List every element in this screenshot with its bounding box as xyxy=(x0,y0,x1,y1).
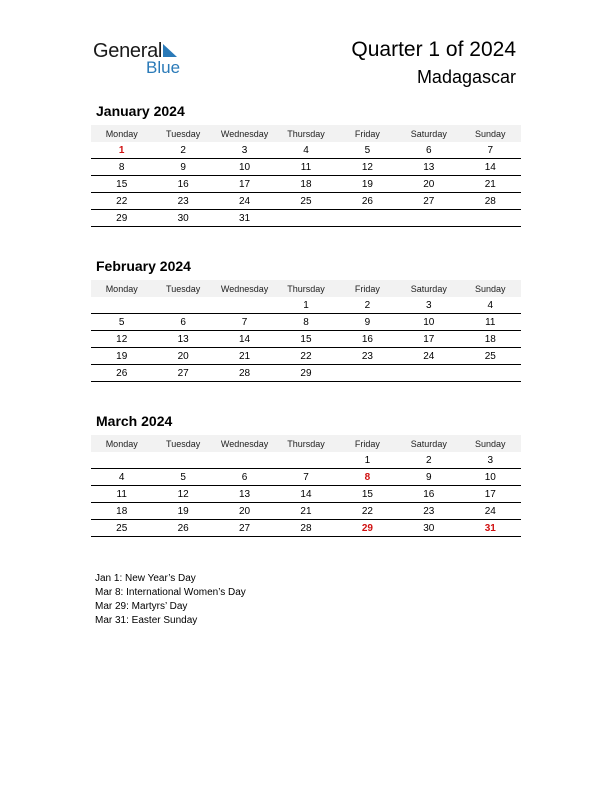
day-cell: 10 xyxy=(398,314,459,331)
month-january xyxy=(91,103,521,227)
weekday-header: Tuesday xyxy=(152,125,213,142)
week-row xyxy=(91,331,521,348)
day-cell xyxy=(275,452,336,469)
month-title: January 2024 xyxy=(96,103,185,119)
day-cell: 22 xyxy=(337,503,398,520)
day-cell xyxy=(275,210,336,227)
day-cell: 31 xyxy=(214,210,275,227)
day-cell: 2 xyxy=(398,452,459,469)
day-cell: 16 xyxy=(398,486,459,503)
day-cell: 16 xyxy=(337,331,398,348)
day-cell: 18 xyxy=(275,176,336,193)
day-cell: 24 xyxy=(214,193,275,210)
weekday-header-row xyxy=(91,435,521,452)
day-cell: 18 xyxy=(460,331,521,348)
day-cell: 4 xyxy=(91,469,152,486)
page-title: Quarter 1 of 2024 xyxy=(351,38,516,61)
holiday-note: Mar 31: Easter Sunday xyxy=(95,615,198,626)
day-cell: 4 xyxy=(460,297,521,314)
week-row xyxy=(91,520,521,537)
day-cell: 21 xyxy=(460,176,521,193)
logo-triangle-icon xyxy=(161,44,177,58)
holiday-note: Mar 29: Martyrs’ Day xyxy=(95,601,188,612)
day-cell: 27 xyxy=(398,193,459,210)
weekday-header: Tuesday xyxy=(152,435,213,452)
day-cell: 25 xyxy=(275,193,336,210)
month-title: February 2024 xyxy=(96,258,191,274)
week-row xyxy=(91,159,521,176)
day-cell: 28 xyxy=(214,365,275,382)
day-cell: 27 xyxy=(152,365,213,382)
day-cell: 5 xyxy=(152,469,213,486)
day-cell: 22 xyxy=(91,193,152,210)
day-cell: 3 xyxy=(460,452,521,469)
week-row xyxy=(91,469,521,486)
day-cell: 15 xyxy=(91,176,152,193)
day-cell: 8 xyxy=(91,159,152,176)
day-cell: 12 xyxy=(91,331,152,348)
day-cell: 28 xyxy=(275,520,336,537)
day-cell xyxy=(91,297,152,314)
weekday-header: Wednesday xyxy=(214,435,275,452)
week-row xyxy=(91,348,521,365)
weekday-header: Wednesday xyxy=(214,125,275,142)
weekday-header: Thursday xyxy=(275,125,336,142)
day-cell: 24 xyxy=(398,348,459,365)
day-cell: 11 xyxy=(460,314,521,331)
day-cell: 9 xyxy=(152,159,213,176)
day-cell: 1 xyxy=(337,452,398,469)
weekday-header: Monday xyxy=(91,435,152,452)
day-cell: 14 xyxy=(275,486,336,503)
day-cell: 30 xyxy=(398,520,459,537)
day-cell: 20 xyxy=(398,176,459,193)
month-february xyxy=(91,258,521,382)
weekday-header: Monday xyxy=(91,125,152,142)
day-cell: 23 xyxy=(337,348,398,365)
day-cell: 14 xyxy=(460,159,521,176)
day-cell: 3 xyxy=(214,142,275,159)
day-cell: 6 xyxy=(398,142,459,159)
day-cell: 25 xyxy=(91,520,152,537)
weekday-header-row xyxy=(91,280,521,297)
weekday-header: Sunday xyxy=(460,280,521,297)
day-cell: 8 xyxy=(275,314,336,331)
day-cell: 11 xyxy=(275,159,336,176)
day-cell xyxy=(337,365,398,382)
day-cell: 5 xyxy=(337,142,398,159)
day-cell xyxy=(152,297,213,314)
day-cell xyxy=(152,452,213,469)
day-cell: 24 xyxy=(460,503,521,520)
day-cell: 6 xyxy=(152,314,213,331)
week-row xyxy=(91,452,521,469)
week-row xyxy=(91,503,521,520)
week-row xyxy=(91,142,521,159)
weekday-header: Thursday xyxy=(275,280,336,297)
day-cell: 7 xyxy=(460,142,521,159)
day-cell xyxy=(460,210,521,227)
weekday-header: Sunday xyxy=(460,435,521,452)
day-cell: 1 xyxy=(275,297,336,314)
day-cell: 15 xyxy=(275,331,336,348)
day-cell: 26 xyxy=(91,365,152,382)
day-cell xyxy=(214,452,275,469)
calendar-table xyxy=(91,435,521,537)
weekday-header: Saturday xyxy=(398,280,459,297)
day-cell: 23 xyxy=(152,193,213,210)
day-cell: 10 xyxy=(460,469,521,486)
day-cell: 28 xyxy=(460,193,521,210)
day-cell: 13 xyxy=(214,486,275,503)
day-cell: 22 xyxy=(275,348,336,365)
day-cell: 12 xyxy=(152,486,213,503)
day-cell: 18 xyxy=(91,503,152,520)
holiday-day-cell: 8 xyxy=(337,469,398,486)
day-cell xyxy=(337,210,398,227)
week-row xyxy=(91,193,521,210)
weekday-header: Sunday xyxy=(460,125,521,142)
day-cell: 20 xyxy=(152,348,213,365)
day-cell: 19 xyxy=(337,176,398,193)
day-cell: 7 xyxy=(214,314,275,331)
day-cell xyxy=(214,297,275,314)
day-cell: 21 xyxy=(214,348,275,365)
day-cell: 17 xyxy=(460,486,521,503)
holiday-day-cell: 1 xyxy=(91,142,152,159)
day-cell: 5 xyxy=(91,314,152,331)
day-cell: 3 xyxy=(398,297,459,314)
day-cell: 25 xyxy=(460,348,521,365)
country-name: Madagascar xyxy=(416,67,516,87)
week-row xyxy=(91,176,521,193)
week-row xyxy=(91,297,521,314)
weekday-header: Thursday xyxy=(275,435,336,452)
logo-general-text: General xyxy=(93,40,163,62)
day-cell: 26 xyxy=(337,193,398,210)
day-cell: 9 xyxy=(398,469,459,486)
week-row xyxy=(91,210,521,227)
weekday-header: Saturday xyxy=(398,435,459,452)
day-cell: 29 xyxy=(275,365,336,382)
day-cell: 30 xyxy=(152,210,213,227)
week-row xyxy=(91,314,521,331)
weekday-header: Friday xyxy=(337,280,398,297)
day-cell: 17 xyxy=(398,331,459,348)
week-row xyxy=(91,365,521,382)
day-cell: 16 xyxy=(152,176,213,193)
day-cell: 10 xyxy=(214,159,275,176)
day-cell xyxy=(398,365,459,382)
day-cell: 6 xyxy=(214,469,275,486)
holiday-note: Jan 1: New Year’s Day xyxy=(95,573,196,584)
day-cell xyxy=(398,210,459,227)
logo xyxy=(93,40,203,80)
week-row xyxy=(91,486,521,503)
day-cell: 13 xyxy=(152,331,213,348)
weekday-header-row xyxy=(91,125,521,142)
day-cell: 14 xyxy=(214,331,275,348)
day-cell: 7 xyxy=(275,469,336,486)
holiday-day-cell: 29 xyxy=(337,520,398,537)
holiday-notes xyxy=(95,572,246,628)
weekday-header: Monday xyxy=(91,280,152,297)
day-cell: 2 xyxy=(337,297,398,314)
day-cell: 29 xyxy=(91,210,152,227)
month-title: March 2024 xyxy=(96,413,173,429)
weekday-header: Wednesday xyxy=(214,280,275,297)
holiday-day-cell: 31 xyxy=(460,520,521,537)
day-cell: 12 xyxy=(337,159,398,176)
calendar-table xyxy=(91,125,521,227)
day-cell: 2 xyxy=(152,142,213,159)
day-cell xyxy=(460,365,521,382)
calendar-table xyxy=(91,280,521,382)
day-cell: 19 xyxy=(152,503,213,520)
day-cell: 20 xyxy=(214,503,275,520)
day-cell: 21 xyxy=(275,503,336,520)
logo-blue-text: Blue xyxy=(146,58,181,77)
day-cell: 4 xyxy=(275,142,336,159)
day-cell: 11 xyxy=(91,486,152,503)
month-march xyxy=(91,413,521,537)
weekday-header: Friday xyxy=(337,125,398,142)
day-cell: 26 xyxy=(152,520,213,537)
day-cell xyxy=(91,452,152,469)
holiday-note: Mar 8: International Women’s Day xyxy=(95,587,246,598)
day-cell: 23 xyxy=(398,503,459,520)
day-cell: 17 xyxy=(214,176,275,193)
day-cell: 15 xyxy=(337,486,398,503)
weekday-header: Friday xyxy=(337,435,398,452)
day-cell: 27 xyxy=(214,520,275,537)
weekday-header: Tuesday xyxy=(152,280,213,297)
day-cell: 9 xyxy=(337,314,398,331)
day-cell: 19 xyxy=(91,348,152,365)
day-cell: 13 xyxy=(398,159,459,176)
weekday-header: Saturday xyxy=(398,125,459,142)
